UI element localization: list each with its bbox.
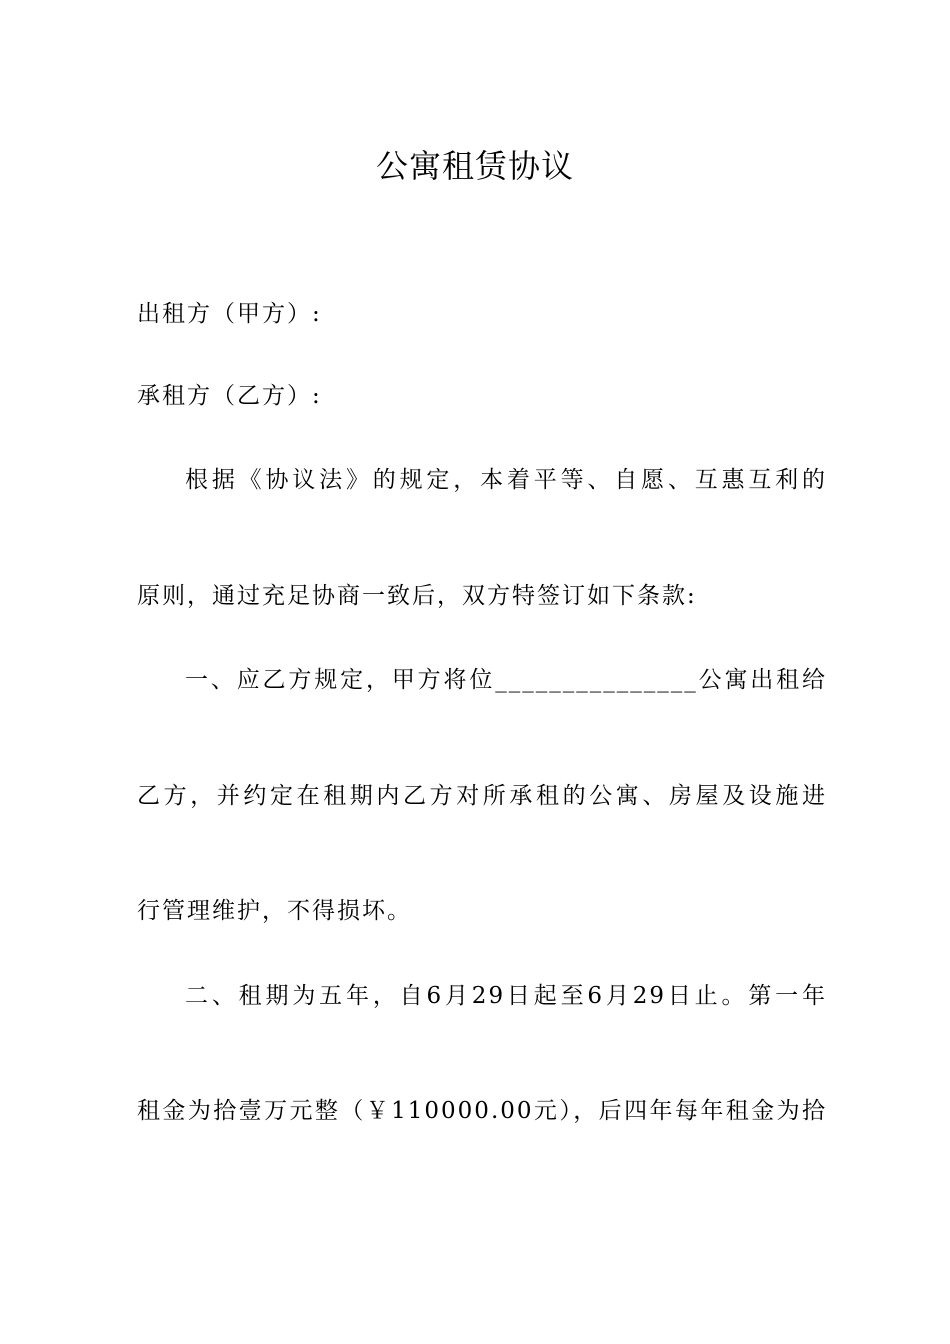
preamble-line-2: 原则，通过充足协商一致后，双方特签订如下条款:	[137, 583, 697, 609]
lessor-line: 出租方（甲方）:	[137, 301, 322, 327]
clause-2-line-2: 租金为拾壹万元整（￥110000.00元），后四年每年租金为拾	[137, 1098, 827, 1124]
clause-2-line-1: 二、租期为五年，自6月29日起至6月29日止。第一年	[185, 983, 827, 1009]
clause-1-line-1: 一、应乙方规定，甲方将位_______________公寓出租给	[185, 667, 827, 693]
document-title: 公寓租赁协议	[375, 147, 574, 185]
clause-1-line-2: 乙方，并约定在租期内乙方对所承租的公寓、房屋及设施进	[137, 783, 827, 809]
preamble-line-1: 根据《协议法》的规定，本着平等、自愿、互惠互利的	[185, 467, 827, 493]
lessee-line: 承租方（乙方）:	[137, 383, 322, 409]
clause-1-line-3: 行管理维护，不得损坏。	[137, 898, 412, 924]
